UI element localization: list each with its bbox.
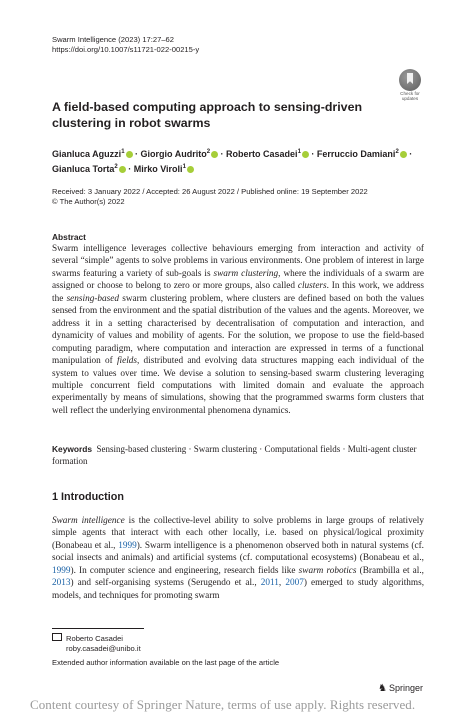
affiliation-sup: 1 — [182, 164, 186, 170]
paper-title — [52, 99, 392, 131]
journal-citation: Swarm Intelligence (2023) 17:27–62 — [52, 35, 174, 44]
author-name: Roberto Casadei — [226, 149, 298, 159]
check-updates-line2: updates — [401, 96, 419, 101]
orcid-icon[interactable] — [400, 151, 407, 158]
keywords-label: Keywords — [52, 444, 93, 454]
springer-logo — [378, 683, 423, 694]
journal-header — [52, 35, 199, 55]
springer-label: Springer — [388, 683, 423, 693]
corresponding-author-footnote — [52, 633, 141, 654]
author-name: Gianluca Aguzzi — [52, 149, 122, 159]
corresponding-author-email[interactable]: roby.casadei@unibo.it — [66, 644, 141, 653]
orcid-icon[interactable] — [126, 151, 133, 158]
affiliation-sup: 2 — [206, 149, 211, 155]
copyright: © The Author(s) 2022 — [52, 197, 125, 206]
envelope-icon — [52, 633, 62, 641]
corresponding-author-name: Roberto Casadei — [66, 634, 123, 643]
bookmark-icon — [399, 69, 421, 91]
courtesy-watermark: Content courtesy of Springer Nature, terms of use apply. Rights reserved. — [30, 697, 416, 712]
check-for-updates-badge[interactable] — [393, 69, 427, 99]
citation-link[interactable]: 2011 — [260, 578, 279, 589]
abstract-text: Swarm intelligence leverages collective behaviours emerging from interaction and activity of several “simple” agents to solve problems in various environments. One problem of interest in large swarms featuring a variety of sub-goals is swarm clustering, where the individuals of a swarm are assigned or choose to belong to zero or more groups, also called clusters. In this work, we address the sensing-based swarm clustering problem, where clusters are defined based on both the values sensed from the environment and the spatial distribution of the values and the agents. Moreover, we address it in a setting characterised by decentralisation of computation and interaction, and dynamicity of values and mobility of agents. For the solution, we propose to use the field-based computing paradigm, where computation and interaction are expressed in terms of a functional manipulation of fields, distributed and evolving data structures mapping each individual of the system to values over time. We devise a solution to sensing-based swarm clustering leveraging multiple concurrent field computations with limited domain and evaluate the approach experimentally by means of simulations, showing that the programmed swarms form clusters that well reflect the underlying environmental phenomena dynamics. — [52, 244, 425, 416]
citation-link[interactable]: 2007 — [285, 578, 304, 589]
abstract-section — [52, 232, 424, 417]
orcid-icon[interactable] — [187, 166, 194, 173]
citation-link[interactable]: 1999 — [118, 540, 137, 551]
springer-horse-icon: ♞ — [378, 683, 387, 694]
citation-link[interactable]: 2013 — [52, 578, 71, 589]
affiliation-sup: 2 — [114, 164, 118, 170]
author-name: Ferruccio Damiani — [316, 149, 396, 159]
keywords-text: Sensing-based clustering · Swarm clustering · Computational fields · Multi-agent cluster formation — [52, 444, 417, 467]
orcid-icon[interactable] — [119, 166, 126, 173]
check-updates-line1: Check for — [400, 91, 420, 96]
author-name: Mirko Viroli — [133, 164, 183, 174]
author-name: Giorgio Audrito — [140, 149, 207, 159]
title-line-2: clustering in robot swarms — [52, 116, 211, 130]
affiliation-sup: 1 — [121, 149, 125, 155]
author-list: Gianluca Aguzzi$^1$ · Giorgio Audrito$^2$ · Roberto Casadei$^1$ · Ferruccio Damiani$^2$ · Gianluca Torta$^2$ · Mirko Viroli$^1$ — [52, 149, 413, 174]
section-heading-introduction: 1 Introduction — [52, 491, 124, 503]
affiliation-sup: 2 — [395, 149, 399, 155]
introduction-text: Swarm intelligence is the collective-level ability to solve problems in large groups of relatively simple agents that interact with each other locally, i.e. based on physical/logical proximity (Bonabeau et al., 1999). Swarm intelligence is a phenomenon observed both in natural systems (cf. social insects and animals) and artificial systems (cf. computational ecosystems) (Bonabeau et al., 1999). In computer science and engineering, research fields like swarm robotics (Brambilla et al., 2013) and self-organising systems (Serugendo et al., 2011, 2007) emerged to study algorithms, models, and techniques for promoting swarm — [52, 516, 425, 601]
affiliation-sup: 1 — [297, 149, 301, 155]
abstract-heading: Abstract — [52, 232, 86, 242]
doi-link[interactable]: https://doi.org/10.1007/s11721-022-00215-y — [52, 45, 200, 54]
extended-author-info: Extended author information available on the last page of the article — [52, 658, 280, 667]
footnote-divider — [52, 628, 144, 629]
publication-dates — [52, 187, 368, 207]
received-accepted-published: Received: 3 January 2022 / Accepted: 26 August 2022 / Published online: 19 September 2022 — [52, 187, 368, 196]
title-line-1: A field-based computing approach to sensing-driven — [52, 100, 363, 114]
keywords-section — [52, 443, 424, 468]
author-name: Gianluca Torta — [52, 164, 115, 174]
orcid-icon[interactable] — [302, 151, 309, 158]
citation-link[interactable]: 1999 — [52, 565, 71, 576]
orcid-icon[interactable] — [211, 151, 218, 158]
